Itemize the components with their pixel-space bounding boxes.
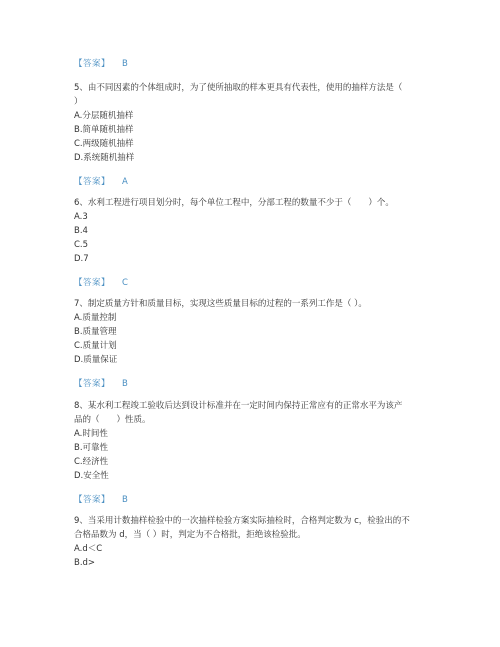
answer-value: B	[122, 59, 129, 69]
answer-label: 【答案】	[74, 59, 111, 69]
option-c: C.经济性	[74, 457, 109, 467]
option-a: A.时间性	[74, 429, 108, 439]
question-text: 6、水利工程进行项目划分时，每个单位工程中，分部工程的数量不少于（ ）个。	[74, 198, 394, 208]
answer-value: C	[122, 278, 129, 288]
option-d: D.安全性	[74, 471, 109, 481]
answer-value: B	[122, 379, 129, 389]
question-8	[74, 399, 434, 483]
option-b: B.4	[74, 226, 88, 236]
question-7	[74, 297, 434, 367]
option-a: A.d＜C	[74, 544, 103, 554]
answer-value: A	[122, 177, 129, 187]
option-d: D.系统随机抽样	[74, 153, 135, 163]
answer-line	[74, 175, 128, 187]
question-text-cont: 品的（ ）性质。	[74, 415, 151, 425]
question-6	[74, 196, 434, 266]
option-b: B.质量管理	[74, 327, 117, 337]
option-b: B.简单随机抽样	[74, 125, 134, 135]
option-a: A.分层随机抽样	[74, 111, 134, 121]
answer-value: B	[122, 495, 129, 505]
question-text: 7、制定质量方针和质量目标，实现这些质量目标的过程的一系列工作是（ ）。	[74, 299, 367, 309]
answer-label: 【答案】	[74, 379, 111, 389]
answer-label: 【答案】	[74, 177, 111, 187]
answer-line	[74, 377, 128, 389]
question-text: 8、某水利工程竣工验收后达到设计标准并在一定时间内保持正常应有的正常水平为该产	[74, 401, 403, 411]
option-d: D.7	[74, 254, 89, 264]
question-text: 5、由不同因素的个体组成时，为了使所抽取的样本更具有代表性，使用的抽样方法是（	[74, 83, 403, 93]
option-c: C.5	[74, 240, 89, 250]
answer-label: 【答案】	[74, 278, 111, 288]
question-text: 9、当采用计数抽样检验中的一次抽样检验方案实际抽检时，合格判定数为 c，检验出的不	[74, 516, 410, 526]
question-text-cont: ）	[74, 97, 83, 107]
question-5	[74, 81, 434, 165]
answer-line	[74, 493, 128, 505]
option-a: A.3	[74, 212, 88, 222]
option-b: B.d>	[74, 558, 96, 568]
question-9	[74, 514, 434, 570]
option-c: C.质量计划	[74, 341, 117, 351]
answer-line	[74, 57, 128, 69]
option-a: A.质量控制	[74, 313, 117, 323]
question-text-cont: 合格品数为 d，当（ ）时，判定为不合格批，拒绝该检验批。	[74, 530, 306, 540]
option-b: B.可靠性	[74, 443, 109, 453]
answer-label: 【答案】	[74, 495, 111, 505]
option-c: C.两级随机抽样	[74, 139, 134, 149]
option-d: D.质量保证	[74, 355, 118, 365]
answer-line	[74, 276, 128, 288]
